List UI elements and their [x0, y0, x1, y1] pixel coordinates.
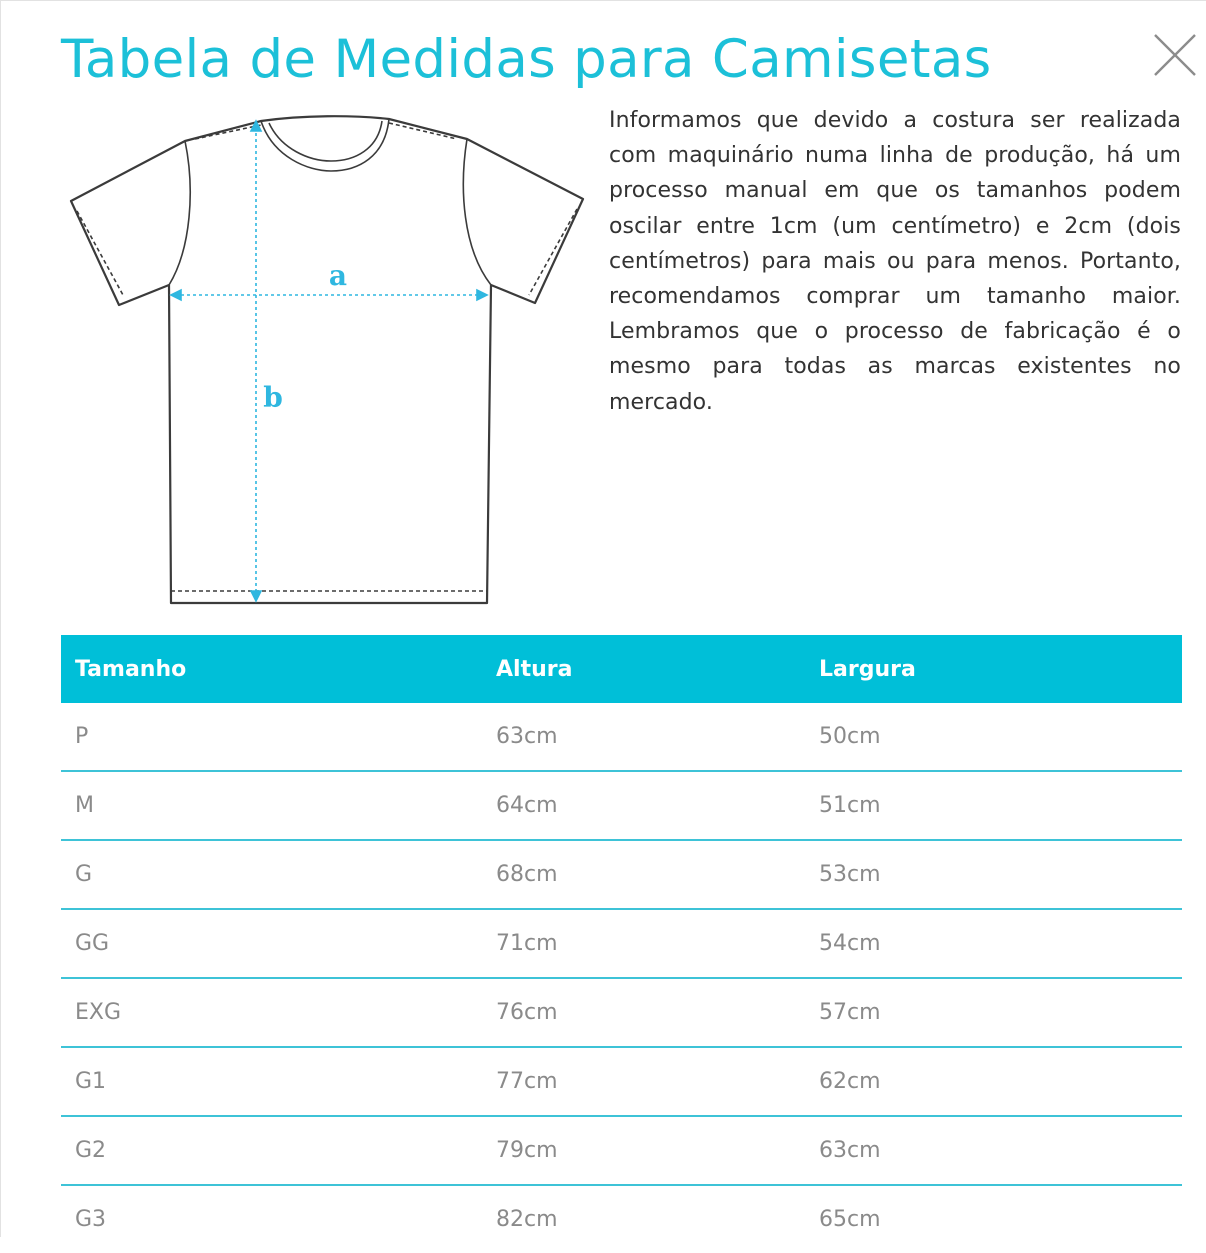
- size-cell: P: [61, 703, 482, 771]
- table-row: [61, 978, 1182, 1047]
- height-cell: 71cm: [482, 909, 805, 978]
- table-row: [61, 771, 1182, 840]
- width-cell: 57cm: [805, 978, 1182, 1047]
- table-row: [61, 1116, 1182, 1185]
- table-row: [61, 703, 1182, 771]
- close-icon: [1151, 31, 1199, 79]
- size-notice-text: Informamos que devido a costura ser realizada com maquinário numa linha de produção, há um processo manual em que os tamanhos podem oscilar entre 1cm (um centímetro) e 2cm (dois centímetros) para mais ou para menos. Portanto, recomendamos comprar um tamanho maior. Lembramos que o processo de fabricação é o mesmo para todas as marcas existentes no mercado.: [609, 108, 1181, 415]
- table-row: [61, 840, 1182, 909]
- table-row: [61, 909, 1182, 978]
- size-cell: G: [61, 840, 482, 909]
- size-table-header: [61, 635, 1182, 703]
- height-cell: 77cm: [482, 1047, 805, 1116]
- width-cell: 50cm: [805, 703, 1182, 771]
- header-tamanho: Tamanho: [75, 656, 187, 682]
- width-cell: 53cm: [805, 840, 1182, 909]
- height-cell: 68cm: [482, 840, 805, 909]
- height-cell: 63cm: [482, 703, 805, 771]
- width-cell: 65cm: [819, 1207, 881, 1232]
- size-cell: GG: [61, 909, 482, 978]
- tshirt-outline: [71, 116, 583, 603]
- size-table: [61, 635, 1182, 1253]
- size-cell: G1: [61, 1047, 482, 1116]
- height-cell: 64cm: [482, 771, 805, 840]
- width-cell: 54cm: [805, 909, 1182, 978]
- measurement-label-b: b: [263, 381, 283, 414]
- height-cell: 76cm: [482, 978, 805, 1047]
- width-cell: 62cm: [805, 1047, 1182, 1116]
- measurement-label-a: a: [328, 259, 348, 292]
- size-cell: G2: [61, 1116, 482, 1185]
- table-row: [61, 1185, 1182, 1253]
- close-button[interactable]: [1151, 31, 1199, 79]
- modal-title: Tabela de Medidas para Camisetas: [61, 29, 992, 90]
- height-cell: 82cm: [496, 1207, 558, 1232]
- size-cell: M: [61, 771, 482, 840]
- header-altura: Altura: [496, 656, 573, 682]
- width-cell: 63cm: [805, 1116, 1182, 1185]
- size-cell: G3: [75, 1207, 107, 1232]
- height-cell: 79cm: [482, 1116, 805, 1185]
- tshirt-measurement-diagram: [63, 109, 593, 614]
- header-largura: Largura: [819, 656, 916, 682]
- size-cell: EXG: [61, 978, 482, 1047]
- width-cell: 51cm: [805, 771, 1182, 840]
- table-row: [61, 1047, 1182, 1116]
